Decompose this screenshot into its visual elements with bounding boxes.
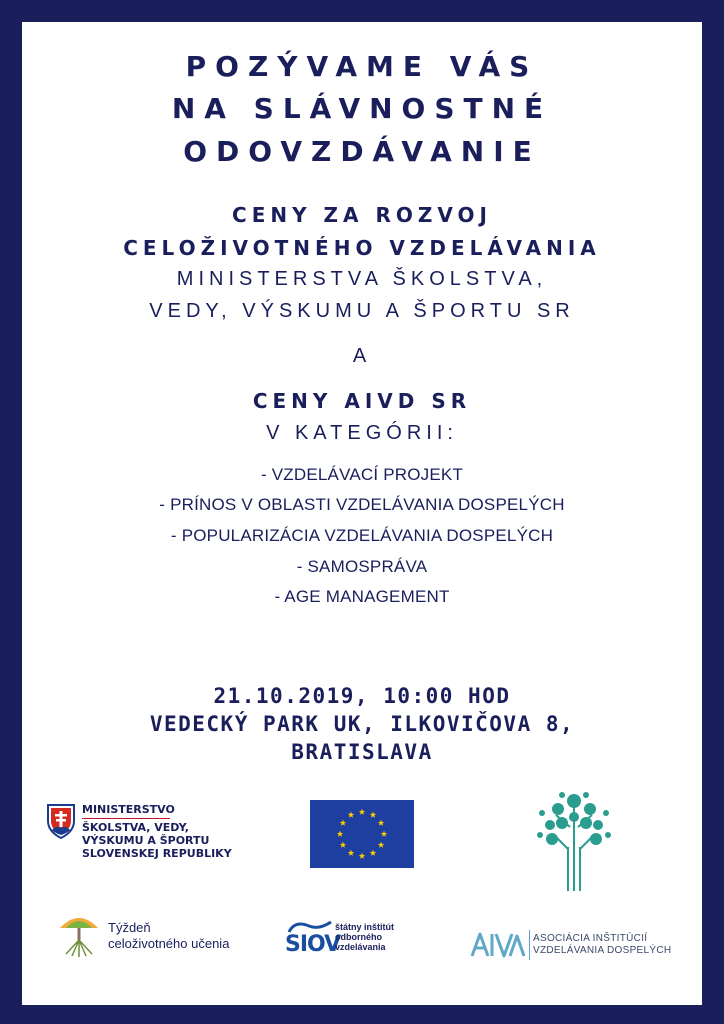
event-venue: VEDECKÝ PARK UK, ILKOVIČOVA 8, [149,712,575,736]
title-line-3: ODOVZDÁVANIE [183,135,541,168]
aivd-mark-icon [470,932,526,958]
award1-line-1: CENY ZA ROZVOJ [232,203,492,227]
title-line-2: NA SLÁVNOSTNÉ [171,92,553,125]
award1-line-4: VEDY, VÝSKUMU A ŠPORTU SR [149,300,575,322]
ministry-line-1: MINISTERSTVO [82,803,175,816]
tyzden-tree-icon [56,906,102,958]
aivd-line-2: VZDELÁVANIA DOSPELÝCH [533,945,672,956]
award1-line-2: CELOŽIVOTNÉHO VZDELÁVANIA [123,236,601,260]
category-item: - SAMOSPRÁVA [296,557,428,576]
category-item: - POPULARIZÁCIA VZDELÁVANIA DOSPELÝCH [170,526,554,545]
category-item: - AGE MANAGEMENT [274,587,450,606]
ministry-logo-text [82,803,232,860]
category-item: - VZDELÁVACÍ PROJEKT [260,465,464,484]
award2-line-1: CENY AIVD SR [252,389,472,413]
siov-wordmark: SIOV [285,932,341,957]
slovak-coat-of-arms-icon [46,803,76,839]
title-line-1: POZÝVAME VÁS [185,50,539,83]
award1-line-3: MINISTERSTVA ŠKOLSTVA, [176,268,548,290]
aivd-divider [529,930,530,960]
siov-logo [285,920,341,966]
siov-line-1: štátny inštitút [335,922,395,932]
siov-line-3: vzdelávania [335,942,386,952]
tyzden-line-1: Týždeň [108,920,151,935]
award2-line-2: V KATEGÓRII: [266,422,458,444]
siov-logo-text [335,922,394,952]
tyzden-logo-text [108,920,229,952]
ministry-line-2: ŠKOLSTVA, VEDY, [82,821,189,834]
eu-flag-icon [310,800,414,868]
ministry-line-3: VÝSKUMU A ŠPORTU [82,834,210,847]
conjunction: A [352,345,372,367]
siov-line-2: odborného [335,932,382,942]
tree-logo-icon [532,787,616,891]
aivd-logo-text [533,933,671,957]
ministry-line-4: SLOVENSKEJ REPUBLIKY [82,847,232,860]
category-item: - PRÍNOS V OBLASTI VZDELÁVANIA DOSPELÝCH [159,495,565,514]
aivd-line-1: ASOCIÁCIA INŠTITÚCIÍ [533,933,648,944]
event-datetime: 21.10.2019, 10:00 HOD [213,684,511,708]
tyzden-line-2: celoživotného učenia [108,936,230,951]
ministry-divider [82,818,170,819]
event-city: BRATISLAVA [291,740,433,764]
